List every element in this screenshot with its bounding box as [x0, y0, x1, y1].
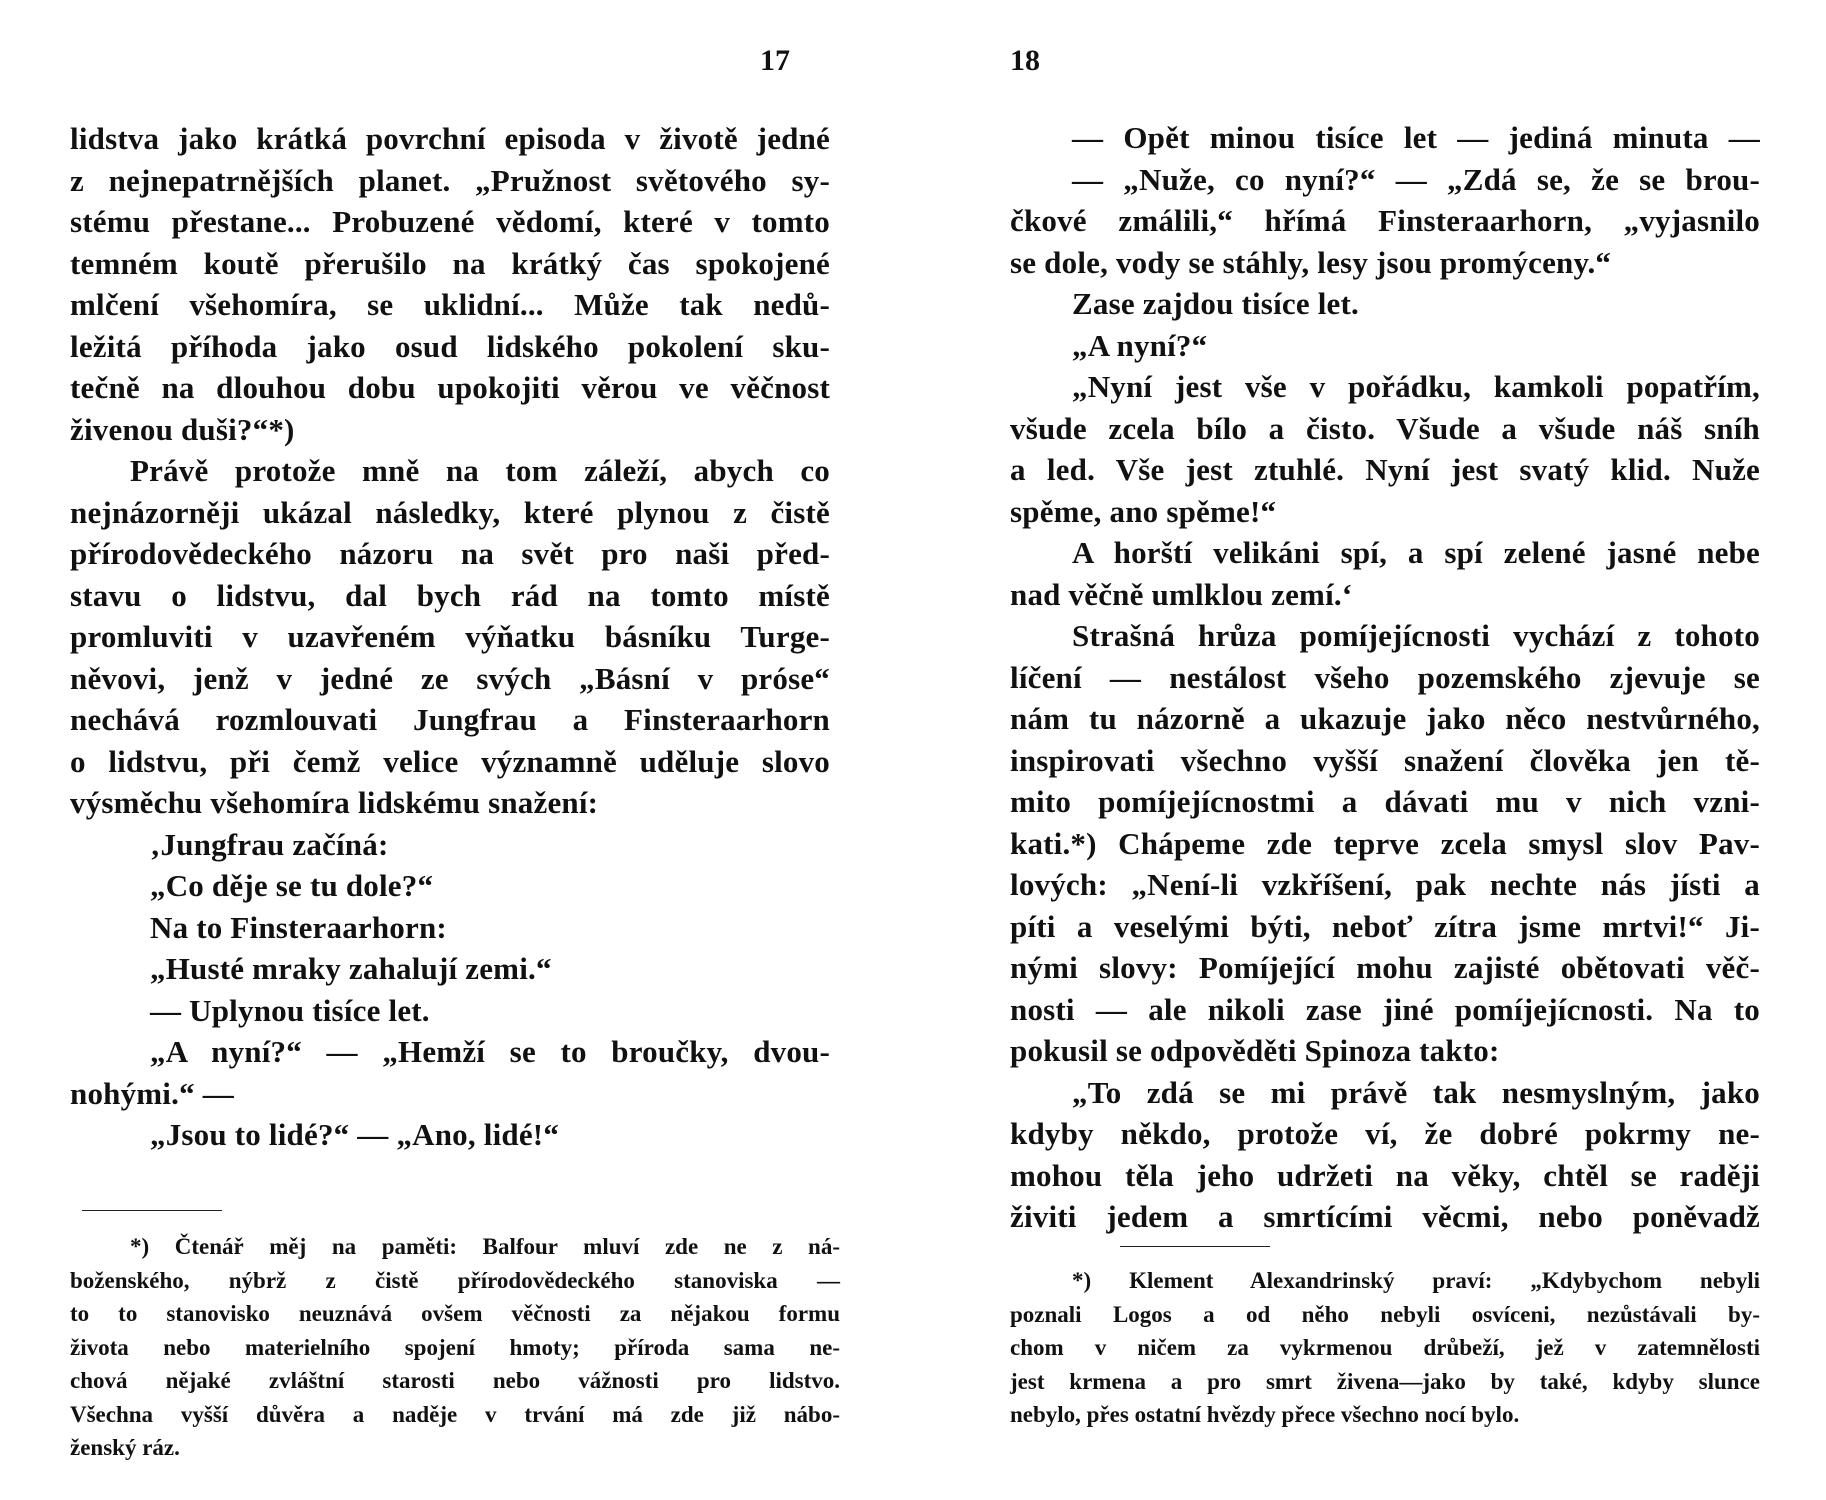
- text-line: mlčení všehomíra, se uklidní... Může tak nedů-: [70, 287, 830, 322]
- text-line: chová nějaké zvláštní starosti nebo vážnosti pro lidstvo.: [70, 1368, 840, 1393]
- text-line: lidstva jako krátká povrchní episoda v životě jedné: [70, 121, 830, 156]
- text-line: tečně na dlouhou dobu upokojiti věrou ve věčnost: [70, 370, 830, 405]
- main-text: [70, 118, 830, 1156]
- text-line: „A nyní?“ — „Hemží se to broučky, dvou-: [150, 1034, 830, 1069]
- text-line: jest krmena a pro smrt živena—jako by také, kdyby slunce: [1010, 1368, 1760, 1394]
- footnote: [70, 1230, 840, 1465]
- text-line: pokusil se odpověděti Spinoza takto:: [1010, 1033, 1500, 1068]
- footnote: [1010, 1264, 1760, 1432]
- text-line: *) Čtenář měj na paměti: Balfour mluví zde ne z ná-: [130, 1234, 840, 1259]
- text-line: temném koutě přerušilo na krátký čas spokojené: [70, 245, 830, 281]
- text-line: nejnázorněji ukázal následky, které plynou z čistě: [70, 494, 830, 530]
- text-line: nebylo, přes ostatní hvězdy přece všechno nocí bylo.: [1010, 1402, 1520, 1427]
- text-line: inspirovati všechno vyšší snažení člověka jen tě-: [1010, 742, 1760, 778]
- text-line: kati.*) Chápeme zde teprve zcela smysl slov Pav-: [1010, 825, 1760, 861]
- text-line: „Co děje se tu dole?“: [150, 868, 434, 903]
- text-line: něvovi, jenž v jedné ze svých „Básní v próse“: [70, 660, 830, 696]
- text-line: nám tu názorně a ukazuje jako něco nestvůrného,: [1010, 701, 1760, 736]
- footnote-divider: [82, 1210, 222, 1211]
- left-page: [70, 0, 840, 1500]
- text-line: Všechna vyšší důvěra a naděje v trvání má zde již nábo-: [70, 1401, 840, 1427]
- text-line: A horští velikáni spí, a spí zelené jasné nebe: [1072, 535, 1760, 570]
- text-line: nechává rozmlouvati Jungfrau a Finsteraarhorn: [70, 702, 830, 737]
- text-line: chom v ničem za vykrmenou drůbeží, jež v zatemnělosti: [1010, 1335, 1760, 1360]
- text-line: přírodovědeckého názoru na svět pro naši před-: [70, 536, 830, 571]
- text-line: stavu o lidstvu, dal bych rád na tomto místě: [70, 577, 830, 613]
- right-page: [1010, 0, 1770, 1500]
- text-line: o lidstvu, při čemž velice významně uděluje slovo: [70, 743, 830, 779]
- text-line: „Husté mraky zahalují zemi.“: [150, 951, 552, 986]
- text-line: „Nyní jest vše v pořádku, kamkoli popatřím,: [1072, 369, 1760, 404]
- text-line: nosti — ale nikoli zase jiné pomíjejícnosti. Na to: [1010, 991, 1760, 1027]
- text-line: nad věčně umlklou zemí.‘: [1010, 576, 1353, 612]
- text-line: ‚Jungfrau začíná:: [150, 826, 389, 862]
- text-line: kdyby někdo, protože ví, že dobré pokrmy ne-: [1010, 1116, 1760, 1151]
- text-line: z nejnepatrnějších planet. „Pružnost světového sy-: [70, 162, 830, 198]
- text-line: živiti jedem a smrtícími věcmi, nebo poněvadž: [1010, 1199, 1760, 1234]
- text-line: „Jsou to lidé?“ — „Ano, lidé!“: [150, 1117, 560, 1152]
- text-line: píti a veselými býti, neboť zítra jsme mrtvi!“ Ji-: [1010, 908, 1760, 944]
- text-line: Na to Finsteraarhorn:: [150, 909, 447, 945]
- main-text: [1010, 117, 1760, 1238]
- text-line: živenou duši?“*): [70, 411, 295, 447]
- text-line: líčení — nestálost všeho pozemského zjevuje se: [1010, 659, 1760, 695]
- text-line: poznali Logos a od něho nebyli osvíceni, nezůstávali by-: [1010, 1301, 1760, 1327]
- text-line: — Uplynou tisíce let.: [150, 992, 430, 1028]
- text-line: promluviti v uzavřeném výňatku básníku Turge-: [70, 619, 830, 654]
- text-line: boženského, nýbrž z čistě přírodovědeckého stanoviska —: [70, 1267, 840, 1293]
- text-line: spěme, ano spěme!“: [1010, 493, 1277, 529]
- text-line: čkové zmálili,“ hřímá Finsteraarhorn, „vyjasnilo: [1010, 203, 1760, 238]
- text-line: života nebo materielního spojení hmoty; příroda sama ne-: [70, 1334, 840, 1360]
- text-line: — „Nuže, co nyní?“ — „Zdá se, že se brou-: [1072, 161, 1760, 197]
- text-line: Strašná hrůza pomíjejícnosti vychází z tohoto: [1072, 618, 1760, 653]
- text-line: to to stanovisko neuznává ovšem věčnosti za nějakou formu: [70, 1301, 840, 1326]
- page-number: 18: [1010, 44, 1040, 77]
- text-line: mito pomíjejícnostmi a dávati mu v nich vzni-: [1010, 784, 1760, 819]
- text-line: stému přestane... Probuzené vědomí, které v tomto: [70, 204, 830, 239]
- text-line: Právě protože mně na tom záleží, abych co: [130, 453, 830, 488]
- text-line: výsměchu všehomíra lidskému snažení:: [70, 785, 599, 820]
- text-line: mohou těla jeho udržeti na věky, chtěl se raději: [1010, 1157, 1760, 1193]
- text-line: Zase zajdou tisíce let.: [1072, 286, 1359, 321]
- text-line: a led. Vše jest ztuhlé. Nyní jest svatý klid. Nuže: [1010, 452, 1760, 487]
- text-line: — Opět minou tisíce let — jediná minuta —: [1072, 120, 1760, 155]
- text-line: *) Klement Alexandrinský praví: „Kdybychom nebyli: [1072, 1268, 1760, 1293]
- page-number: 17: [760, 44, 790, 77]
- text-line: „To zdá se mi právě tak nesmyslným, jako: [1072, 1074, 1760, 1110]
- text-line: všude zcela bílo a čisto. Všude a všude náš sníh: [1010, 410, 1760, 446]
- text-line: ženský ráz.: [70, 1435, 180, 1460]
- text-line: lových: „Není-li vzkříšení, pak nechte nás jísti a: [1010, 867, 1760, 902]
- text-line: nými slovy: Pomíjející mohu zajisté obětovati věč-: [1010, 950, 1760, 985]
- footnote-divider: [1120, 1246, 1270, 1247]
- text-line: se dole, vody se stáhly, lesy jsou promýceny.“: [1010, 244, 1612, 280]
- text-line: „A nyní?“: [1072, 327, 1208, 363]
- text-line: nohými.“ —: [70, 1075, 234, 1111]
- text-line: ležitá příhoda jako osud lidského pokolení sku-: [70, 328, 830, 364]
